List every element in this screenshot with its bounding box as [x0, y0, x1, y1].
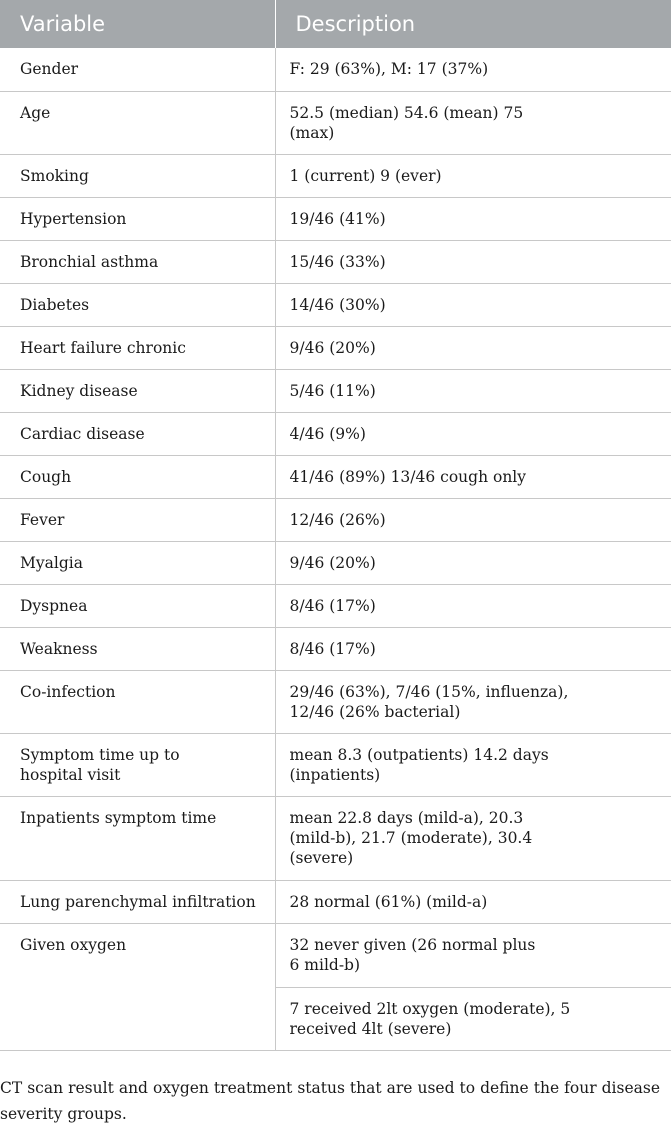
description-cell: 1 (current) 9 (ever): [275, 154, 671, 197]
table-row: [0, 369, 671, 412]
variable-cell: Co-infection: [0, 670, 275, 733]
description-cell: [275, 923, 671, 987]
table-row: [0, 283, 671, 326]
description-cell: 9/46 (20%): [275, 326, 671, 369]
table-row: [0, 627, 671, 670]
variable-cell: Cough: [0, 455, 275, 498]
description-cell: [275, 796, 671, 880]
table-row: [0, 498, 671, 541]
description-text: 52.5 (median) 54.6 (mean) 75 (max): [289, 103, 524, 142]
description-cell: F: 29 (63%), M: 17 (37%): [275, 48, 671, 91]
table-row: [0, 455, 671, 498]
table-footnote: CT scan result and oxygen treatment status that are used to define the four disease severity groups.: [0, 1079, 660, 1123]
description-cell: 8/46 (17%): [275, 627, 671, 670]
table-row: [0, 733, 671, 796]
variable-cell: Hypertension: [0, 197, 275, 240]
variable-text: Symptom time up to hospital visit: [20, 745, 180, 784]
table-row: [0, 197, 671, 240]
variable-cell: Fever: [0, 498, 275, 541]
description-cell: 41/46 (89%) 13/46 cough only: [275, 455, 671, 498]
description-text: 7 received 2lt oxygen (moderate), 5 received 4lt (severe): [289, 999, 571, 1038]
description-text: 32 never given (26 normal plus 6 mild-b): [289, 935, 536, 974]
description-cell: 14/46 (30%): [275, 283, 671, 326]
table-row: [0, 670, 671, 733]
table-header: [0, 0, 671, 48]
variable-cell: Heart failure chronic: [0, 326, 275, 369]
variable-cell: Cardiac disease: [0, 412, 275, 455]
table-row: [0, 796, 671, 880]
header-variable: Variable: [0, 0, 275, 48]
description-cell: [275, 733, 671, 796]
description-cell: [275, 987, 671, 1050]
variable-cell: Smoking: [0, 154, 275, 197]
variable-cell: Age: [0, 91, 275, 154]
variable-cell: [0, 923, 275, 1050]
description-cell: 4/46 (9%): [275, 412, 671, 455]
variable-cell: Kidney disease: [0, 369, 275, 412]
description-cell: 5/46 (11%): [275, 369, 671, 412]
table-row: [0, 584, 671, 627]
header-row: [0, 0, 671, 48]
table-row: [0, 541, 671, 584]
variable-cell: Diabetes: [0, 283, 275, 326]
variable-cell: Inpatients symptom time: [0, 796, 275, 880]
header-description: Description: [275, 0, 671, 48]
description-cell: 19/46 (41%): [275, 197, 671, 240]
variable-text: Given oxygen: [20, 935, 127, 954]
table-row: [0, 923, 671, 987]
table-row: [0, 326, 671, 369]
table-row: [0, 412, 671, 455]
description-text: mean 22.8 days (mild-a), 20.3 (mild-b), 21.7 (moderate), 30.4 (severe): [289, 808, 533, 867]
table-row: [0, 48, 671, 91]
description-cell: [275, 670, 671, 733]
table-row: [0, 154, 671, 197]
description-text: 29/46 (63%), 7/46 (15%, influenza), 12/46 (26% bacterial): [289, 682, 569, 721]
variable-cell: Weakness: [0, 627, 275, 670]
description-cell: 9/46 (20%): [275, 541, 671, 584]
variable-cell: Bronchial asthma: [0, 240, 275, 283]
description-cell: [275, 91, 671, 154]
variable-cell: Myalgia: [0, 541, 275, 584]
table-row: [0, 91, 671, 154]
description-cell: 15/46 (33%): [275, 240, 671, 283]
variable-cell: [0, 733, 275, 796]
variable-cell: Lung parenchymal infiltration: [0, 880, 275, 923]
table-body: [0, 48, 671, 1050]
table-row: [0, 880, 671, 923]
description-cell: 28 normal (61%) (mild-a): [275, 880, 671, 923]
table-row: [0, 240, 671, 283]
description-cell: 8/46 (17%): [275, 584, 671, 627]
variable-cell: Gender: [0, 48, 275, 91]
description-text: mean 8.3 (outpatients) 14.2 days (inpatients): [289, 745, 549, 784]
description-cell: 12/46 (26%): [275, 498, 671, 541]
variable-cell: Dyspnea: [0, 584, 275, 627]
